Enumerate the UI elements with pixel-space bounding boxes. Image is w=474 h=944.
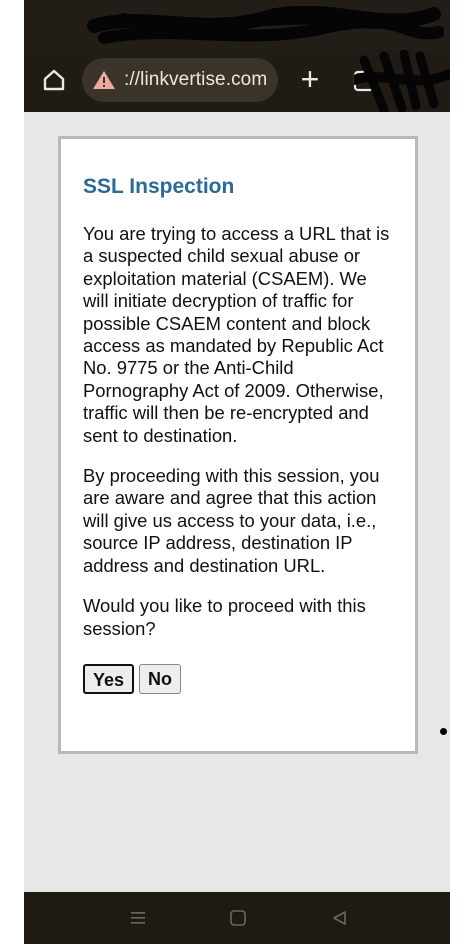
plus-icon: + (300, 61, 320, 97)
yes-button[interactable]: Yes (83, 664, 134, 694)
redaction-scribble (84, 6, 444, 50)
warning-paragraph: You are trying to access a URL that is a suspected child sexual abuse or exploitation material (CSAEM). We will initiate decryption of traffic for possible CSAEM content and block access as mandated by Republic Act No. 9775 or the Anti-Child Pornography Act of 2009. Otherwise, traffic will then be re-encrypted and sent to destination. (83, 223, 390, 446)
consent-paragraph: By proceeding with this session, you are aware and agree that this action will give us access to your data, i.e., source IP address, destination IP address and destination URL. (83, 465, 380, 576)
browser-toolbar (24, 50, 450, 112)
back-triangle-icon[interactable] (330, 908, 350, 928)
web-page (24, 112, 450, 892)
new-tab-button[interactable] (292, 62, 328, 98)
ssl-inspection-dialog (58, 136, 418, 754)
status-bar (24, 0, 450, 50)
redaction-scribble-right (354, 50, 450, 112)
home-icon (41, 67, 67, 93)
recent-apps-icon[interactable] (128, 908, 148, 928)
dialog-title: SSL Inspection (83, 175, 235, 198)
home-button[interactable] (38, 64, 70, 96)
address-bar[interactable] (82, 58, 278, 102)
url-text: ://linkvertise.com (124, 69, 268, 90)
system-navigation-bar (24, 892, 450, 944)
home-square-icon[interactable] (228, 908, 248, 928)
warning-triangle-icon[interactable] (92, 69, 116, 91)
button-row (83, 664, 393, 694)
phone-screen (24, 0, 450, 944)
edge-dot (440, 728, 447, 735)
no-button[interactable]: No (139, 664, 181, 694)
proceed-question: Would you like to proceed with this session? (83, 595, 366, 639)
